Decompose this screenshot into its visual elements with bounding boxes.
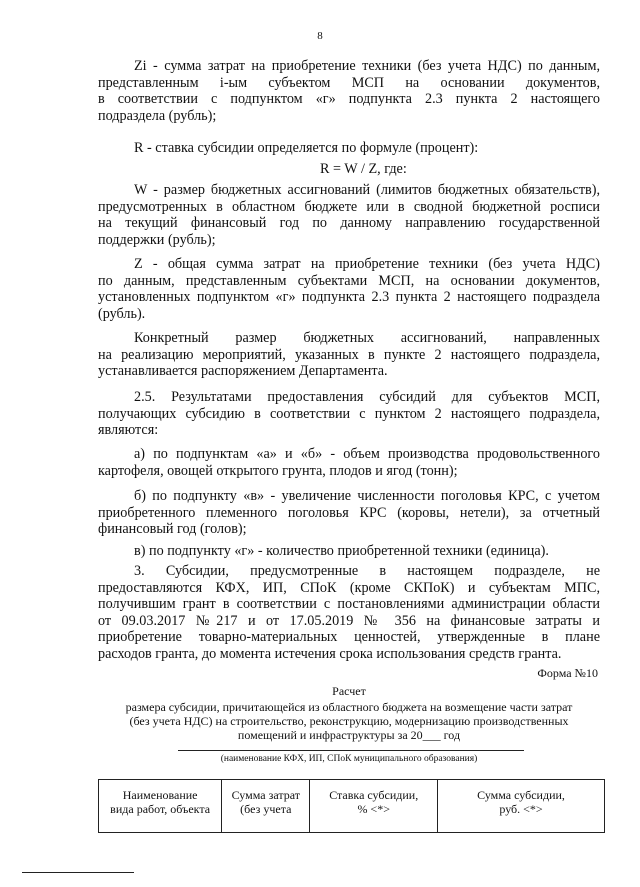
text-line: картофеля, овощей открытого грунта, плодов и ягод (тонн); (98, 462, 458, 479)
text-line: б) по подпункту «в» - увеличение численности поголовья КРС, с учетом (134, 488, 600, 504)
text-line: (рубль). (98, 305, 146, 322)
table-header-cell (99, 780, 222, 833)
text-line: а) по подпунктам «а» и «б» - объем производства продовольственного (134, 446, 600, 462)
paragraph-zi (98, 58, 600, 124)
footnote-separator (22, 872, 134, 873)
text-line: по данным, представленным субъектами МСП, на основании документов, (98, 272, 600, 289)
paragraph-z (98, 256, 600, 322)
table-header-cell (438, 780, 605, 833)
list-item-b (98, 488, 600, 538)
text-line: приобретенного племенного поголовья КРС (коровы, нетели), за отчетный (98, 504, 600, 521)
header-line: руб. <*> (499, 802, 543, 816)
form-label: Форма №10 (537, 666, 598, 680)
text-line: предоставляются КФХ, ИП, СПоК (кроме СКПоК) и субъектам МПС, (98, 579, 600, 596)
table-header-cell (222, 780, 310, 833)
subtitle-line: размера субсидии, причитающейся из областного бюджета на возмещение части затрат (125, 700, 573, 714)
header-line: % <*> (357, 802, 390, 816)
text-line: R - ставка субсидии определяется по формуле (процент): (134, 140, 479, 156)
header-line: вида работ, объекта (110, 802, 211, 816)
table-header-cell (310, 780, 438, 833)
list-item-a (98, 446, 600, 479)
text-line: Конкретный размер бюджетных ассигнований, направленных (134, 330, 600, 346)
text-line: представленным i-ым субъектом МСП на основании документов, (98, 74, 600, 91)
text-line: являются: (98, 422, 159, 439)
text-line: приобретение товарно-материальных ценностей, утвержденные в плане (98, 629, 600, 646)
text-line: Z - общая сумма затрат на приобретение техники (без учета НДС) (134, 256, 600, 272)
formula: R = W / Z, где: (320, 161, 407, 177)
subtitle-line: (без учета НДС) на строительство, реконструкцию, модернизацию производственных (129, 714, 569, 729)
paragraph-w (98, 182, 600, 248)
text-line: от 09.03.2017 №217 и от 17.05.2019 № 356 на финансовые затраты и (98, 612, 600, 629)
header-line: Сумма затрат (231, 788, 300, 802)
form-title: Расчет (332, 684, 366, 698)
text-line: расходов гранта, до момента истечения срока использования средств гранта. (98, 645, 562, 662)
text-line: на текущий финансовый год по данному направлению государственной (98, 215, 600, 232)
paragraph-results (98, 389, 600, 439)
text-line: в соответствии с подпунктом «г» подпункта 2.3 пункта 2 настоящего (98, 91, 600, 108)
fill-in-caption: (наименование КФХ, ИП, СПоК муниципального образования) (220, 754, 478, 764)
header-line: Наименование (122, 788, 198, 802)
text-line: в) по подпункту «г» - количество приобретенной техники (единица). (134, 543, 549, 559)
page-number: 8 (317, 30, 323, 42)
text-line: установленных подпунктом «г» подпункта 2.3 пункта 2 настоящего подраздела (98, 289, 600, 306)
form-subtitle (98, 700, 600, 743)
table-header-row (99, 780, 605, 833)
calculation-table (98, 779, 605, 833)
text-line: подраздела (рубль); (98, 107, 217, 124)
text-line: 3. Субсидии, предусмотренные в настоящем подразделе, не (134, 563, 600, 579)
text-line: предусмотренных в областном бюджете или в сводной бюджетной росписи (98, 198, 600, 215)
list-item-v (98, 543, 600, 560)
paragraph-specific (98, 330, 600, 380)
subtitle-line: помещений и инфраструктуры за 20___ год (237, 728, 461, 743)
text-line: получающих субсидию в соответствии с пунктом 2 настоящего подраздела, (98, 405, 600, 422)
header-line: Ставка субсидии, (329, 788, 419, 802)
text-line: W - размер бюджетных ассигнований (лимитов бюджетных обязательств), (134, 182, 600, 198)
text-line: на реализацию мероприятий, указанных в пункте 2 настоящего подраздела, (98, 346, 600, 363)
text-line: поддержки (рубль); (98, 231, 216, 248)
paragraph-3 (98, 563, 600, 663)
header-line: Сумма субсидии, (477, 788, 565, 802)
header-line: (без учета (240, 802, 292, 816)
text-line: устанавливается распоряжением Департамента. (98, 363, 388, 380)
paragraph-r (98, 140, 600, 157)
text-line: финансовый год (голов); (98, 521, 247, 538)
text-line: 2.5. Результатами предоставления субсидий для субъектов МСП, (134, 389, 600, 405)
text-line: Zi - сумма затрат на приобретение техники (без учета НДС) по данным, (134, 58, 600, 74)
fill-in-line (178, 750, 524, 751)
text-line: получившим грант в соответствии с постановлениями администрации области (98, 596, 600, 613)
